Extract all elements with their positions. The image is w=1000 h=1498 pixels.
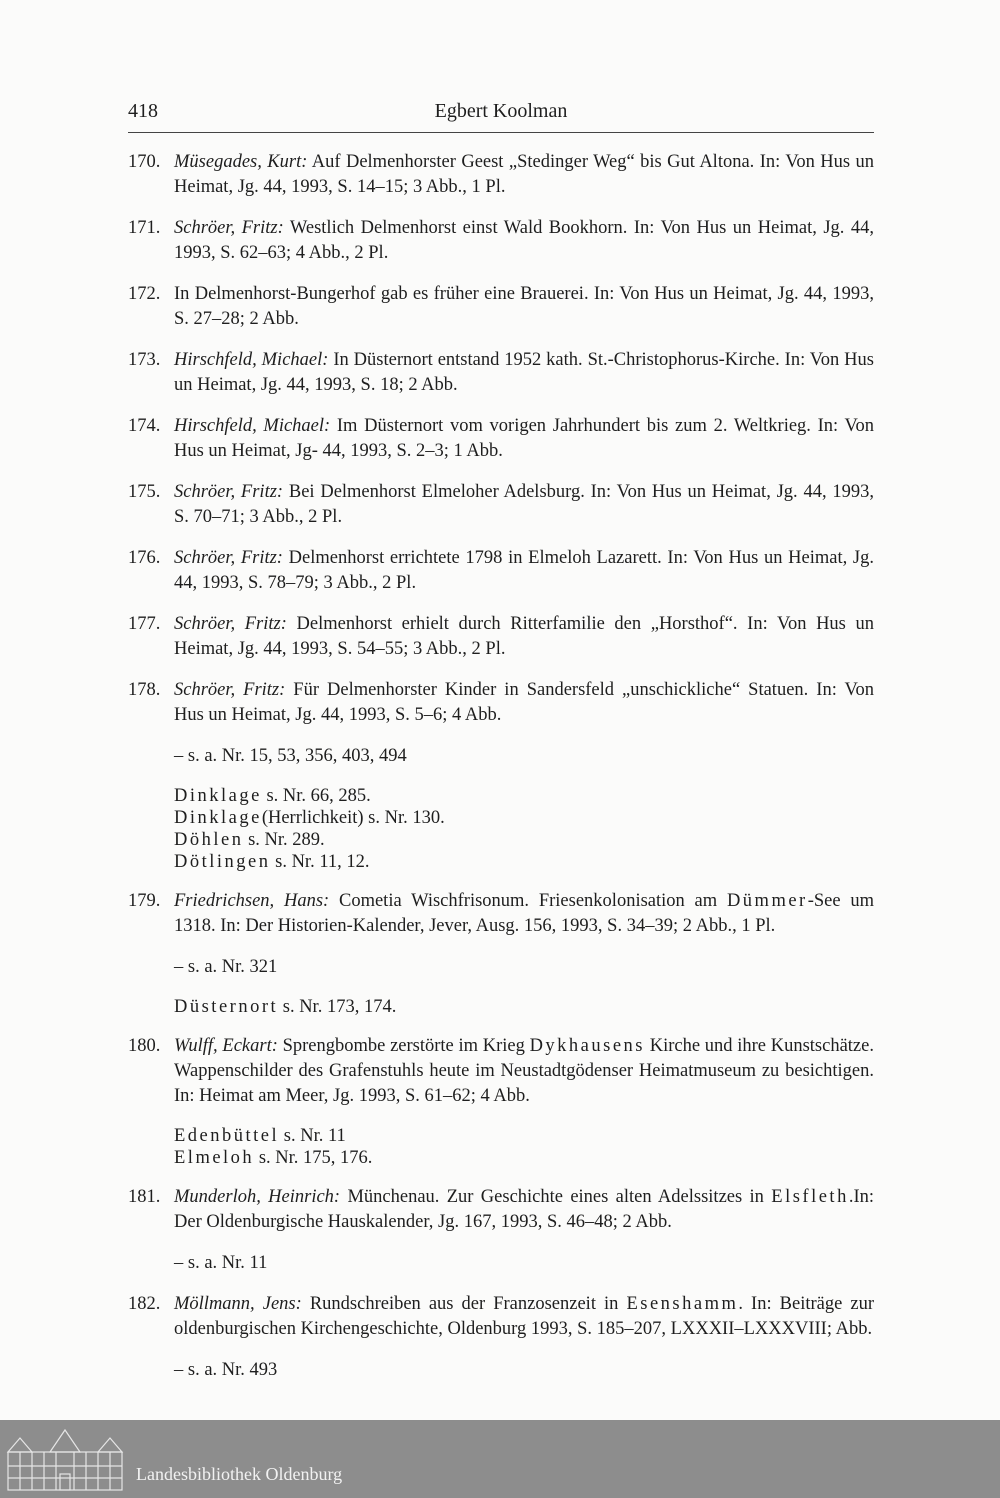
entry-178 [128,678,874,728]
entry-text: Westlich Delmenhorst einst Wald Bookhorn. In: Von Hus un Heimat, Jg. 44, 1993, S. 62–63; 4 Abb., 2 Pl. [174,218,874,263]
entry-text: Für Delmenhorster Kinder in Sandersfeld „unschickliche“ Statuen. In: Von Hus un Heimat, Jg. 44, 1993, S. 5–6; 4 Abb. [174,680,874,725]
entry-number: 173. [128,350,161,370]
running-head-author: Egbert Koolman [434,100,568,122]
entry-172 [128,282,874,332]
entry-number: 171. [128,218,161,238]
entry-179 [128,889,874,939]
entry-author: Friedrichsen, Hans: [174,891,330,911]
place-index-group [174,1125,874,1169]
entry-author: Hirschfeld, Michael: [174,350,329,370]
bibliography-list [128,150,874,1399]
entry-text: In Düsternort entstand 1952 kath. St.-Christophorus-Kirche. In: Von Hus un Heimat, Jg. 44, 1993, S. 18; 2 Abb. [174,350,874,395]
see-also-182: – s. a. Nr. 493 [174,1360,278,1380]
place-line [174,851,874,873]
entry-number: 170. [128,152,161,172]
entry-170 [128,150,874,200]
entry-place: Esenshamm [626,1294,739,1314]
see-also-178: – s. a. Nr. 15, 53, 356, 403, 494 [174,746,407,766]
entry-number: 180. [128,1036,161,1056]
place-name: Dinklage [174,808,262,828]
place-ref: s. Nr. 289. [243,830,325,850]
entry-author: Wulff, Eckart: [174,1036,278,1056]
place-ref: s. Nr. 173, 174. [278,997,397,1017]
library-footer-bar [0,1420,1000,1498]
entry-place: Dykhausens [529,1036,645,1056]
entry-author: Schröer, Fritz: [174,482,284,502]
entry-number: 181. [128,1187,161,1207]
entry-180 [128,1034,874,1109]
entry-text: In Delmenhorst-Bungerhof gab es früher eine Brauerei. In: Von Hus un Heimat, Jg. 44, 1993, S. 27–28; 2 Abb. [174,284,874,329]
entry-number: 174. [128,416,161,436]
place-ref: s. Nr. 11, 12. [270,852,370,872]
entry-number: 175. [128,482,161,502]
place-ref: s. Nr. 11 [279,1126,346,1146]
place-line [174,807,874,829]
entry-author: Schröer, Fritz: [174,548,283,568]
entry-author: Munderloh, Heinrich: [174,1187,341,1207]
entry-text: Cometia Wischfrisonum. Friesenkolonisation am [329,891,727,911]
entry-number: 182. [128,1294,161,1314]
entry-text: Bei Delmenhorst Elmeloher Adelsburg. In: Von Hus un Heimat, Jg. 44, 1993, S. 70–71; 3 Abb., 2 Pl. [174,482,874,527]
entry-171 [128,216,874,266]
place-name: Dötlingen [174,852,271,872]
place-line [174,1147,874,1169]
entry-181 [128,1185,874,1235]
entry-text: Sprengbombe zerstörte im Krieg [277,1036,530,1056]
entry-173 [128,348,874,398]
place-ref: s. Nr. 175, 176. [254,1148,373,1168]
place-index-group [174,785,874,873]
entry-author: Hirschfeld, Michael: [174,416,331,436]
page-number: 418 [128,100,158,122]
entry-author: Möllmann, Jens: [174,1294,302,1314]
entry-text: Delmenhorst erhielt durch Ritterfamilie den „Horsthof“. In: Von Hus un Heimat, Jg. 44, 1993, S. 54–55; 3 Abb., 2 Pl. [174,614,874,659]
entry-text: . In: Beiträge zur oldenburgischen Kirchengeschichte, Oldenburg 1993, S. 185–207, LXXXII–LXXXVIII; Abb. [174,1294,874,1339]
entry-author: Schröer, Fritz: [174,614,287,634]
entry-text: Im Düsternort vom vorigen Jahrhundert bis zum 2. Weltkrieg. In: Von Hus un Heimat, Jg- 44, 1993, S. 2–3; 1 Abb. [174,416,875,461]
place-index-group [174,996,874,1018]
place-ref: (Herrlichkeit) s. Nr. 130. [261,808,445,828]
entry-177 [128,612,874,662]
entry-text: Rundschreiben aus der Franzosenzeit in [301,1294,627,1314]
place-line [174,785,874,807]
place-name: Dinklage [174,786,262,806]
place-name: Elmeloh [174,1148,255,1168]
running-header [128,98,874,133]
entry-text: -See um 1318. In: Der Historien-Kalender, Jever, Ausg. 156, 1993, S. 34–39; 2 Abb., 1 Pl. [174,891,874,936]
library-name: Landesbibliothek Oldenburg [136,1464,343,1484]
entry-author: Schröer, Fritz: [174,218,284,238]
entry-text: Kirche und ihre Kunstschätze. Wappenschilder des Grafenstuhls heute im Neustadtgödenser Heimatmuseum zu besichtigen. In: Heimat am Meer, Jg. 1993, S. 61–62; 4 Abb. [174,1036,874,1106]
see-also-179: – s. a. Nr. 321 [174,957,278,977]
entry-text: Delmenhorst errichtete 1798 in Elmeloh Lazarett. In: Von Hus un Heimat, Jg. 44, 1993, S. 78–79; 3 Abb., 2 Pl. [174,548,874,593]
library-building-icon [6,1426,124,1492]
entry-number: 172. [128,284,161,304]
entry-author: Müsegades, Kurt: [174,152,308,172]
entry-text: Auf Delmenhorster Geest „Stedinger Weg“ bis Gut Altona. In: Von Hus un Heimat, Jg. 44, 1993, S. 14–15; 3 Abb., 1 Pl. [174,152,874,197]
place-name: Düsternort [174,997,279,1017]
entry-175 [128,480,874,530]
entry-text: .In: Der Oldenburgische Hauskalender, Jg. 167, 1993, S. 46–48; 2 Abb. [174,1187,875,1232]
entry-number: 179. [128,891,161,911]
entry-174 [128,414,874,464]
place-line [174,829,874,851]
entry-number: 176. [128,548,161,568]
place-line [174,996,874,1018]
place-ref: s. Nr. 66, 285. [261,786,371,806]
entry-text: Münchenau. Zur Geschichte eines alten Adelssitzes in [340,1187,772,1207]
entry-number: 178. [128,680,161,700]
see-also-181: – s. a. Nr. 11 [174,1253,268,1273]
place-name: Döhlen [174,830,244,850]
place-line [174,1125,874,1147]
entry-place: Dümmer [726,891,808,911]
entry-182 [128,1292,874,1342]
entry-author: Schröer, Fritz: [174,680,286,700]
entry-place: Elsfleth [771,1187,849,1207]
entry-number: 177. [128,614,161,634]
place-name: Edenbüttel [174,1126,280,1146]
entry-176 [128,546,874,596]
